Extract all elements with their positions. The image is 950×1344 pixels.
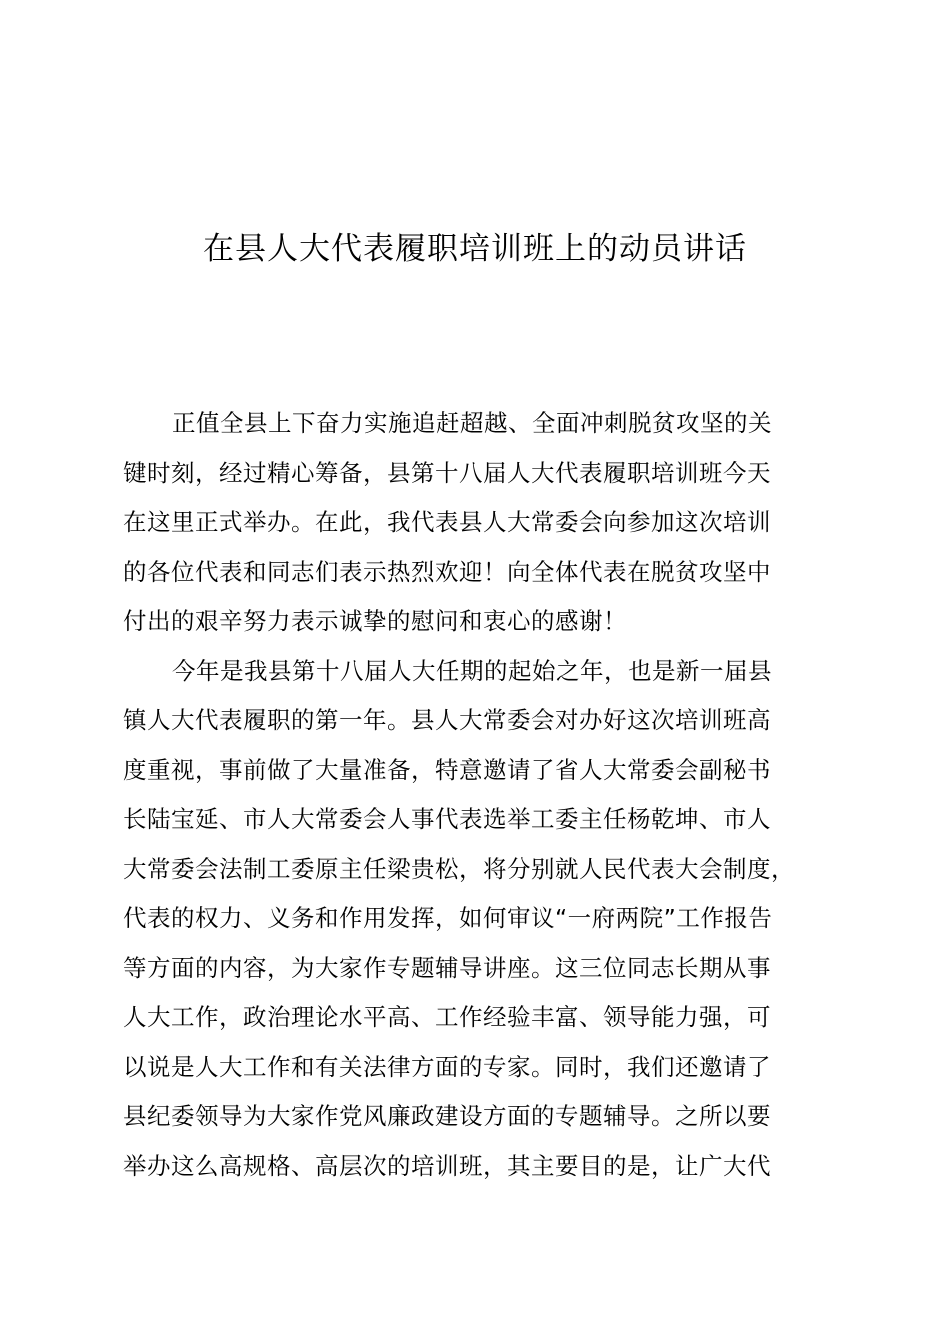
paragraph-2-line-5: 大常委会法制工委原主任梁贵松，将分别就人民代表大会制度， bbox=[123, 854, 795, 883]
document-title: 在县人大代表履职培训班上的动员讲话 bbox=[203, 231, 747, 267]
paragraph-2-line-2: 镇人大代表履职的第一年。县人大常委会对办好这次培训班高 bbox=[123, 706, 771, 734]
paragraph-2-line-10: 县纪委领导为大家作党风廉政建设方面的专题辅导。之所以要 bbox=[123, 1102, 771, 1130]
paragraph-1-line-2: 键时刻，经过精心筹备，县第十八届人大代表履职培训班今天 bbox=[123, 458, 771, 487]
paragraph-1-line-1: 正值全县上下奋力实施追赶超越、全面冲刺脱贫攻坚的关 bbox=[172, 409, 772, 437]
paragraph-1-line-3: 在这里正式举办。在此，我代表县人大常委会向参加这次培训 bbox=[123, 508, 771, 536]
paragraph-2-line-11: 举办这么高规格、高层次的培训班，其主要目的是，让广大代 bbox=[123, 1151, 771, 1180]
paragraph-2-line-3: 度重视，事前做了大量准备，特意邀请了省人大常委会副秘书 bbox=[123, 755, 771, 784]
paragraph-1-line-5: 付出的艰辛努力表示诚挚的慰问和衷心的感谢！ bbox=[123, 607, 627, 635]
paragraph-2-line-7: 等方面的内容，为大家作专题辅导讲座。这三位同志长期从事 bbox=[123, 953, 771, 982]
paragraph-1-line-4: 的各位代表和同志们表示热烈欢迎！向全体代表在脱贫攻坚中 bbox=[123, 557, 771, 586]
paragraph-2-line-4: 长陆宝延、市人大常委会人事代表选举工委主任杨乾坤、市人 bbox=[123, 805, 771, 833]
paragraph-2-line-8: 人大工作，政治理论水平高、工作经验丰富、领导能力强，可 bbox=[123, 1003, 771, 1031]
paragraph-2-line-1: 今年是我县第十八届人大任期的起始之年，也是新一届县 bbox=[172, 656, 772, 685]
paragraph-2-line-6: 代表的权力、义务和作用发挥，如何审议“一府两院”工作报告 bbox=[123, 904, 773, 932]
paragraph-2-line-9: 以说是人大工作和有关法律方面的专家。同时，我们还邀请了 bbox=[123, 1052, 771, 1081]
document-body bbox=[123, 399, 843, 1191]
